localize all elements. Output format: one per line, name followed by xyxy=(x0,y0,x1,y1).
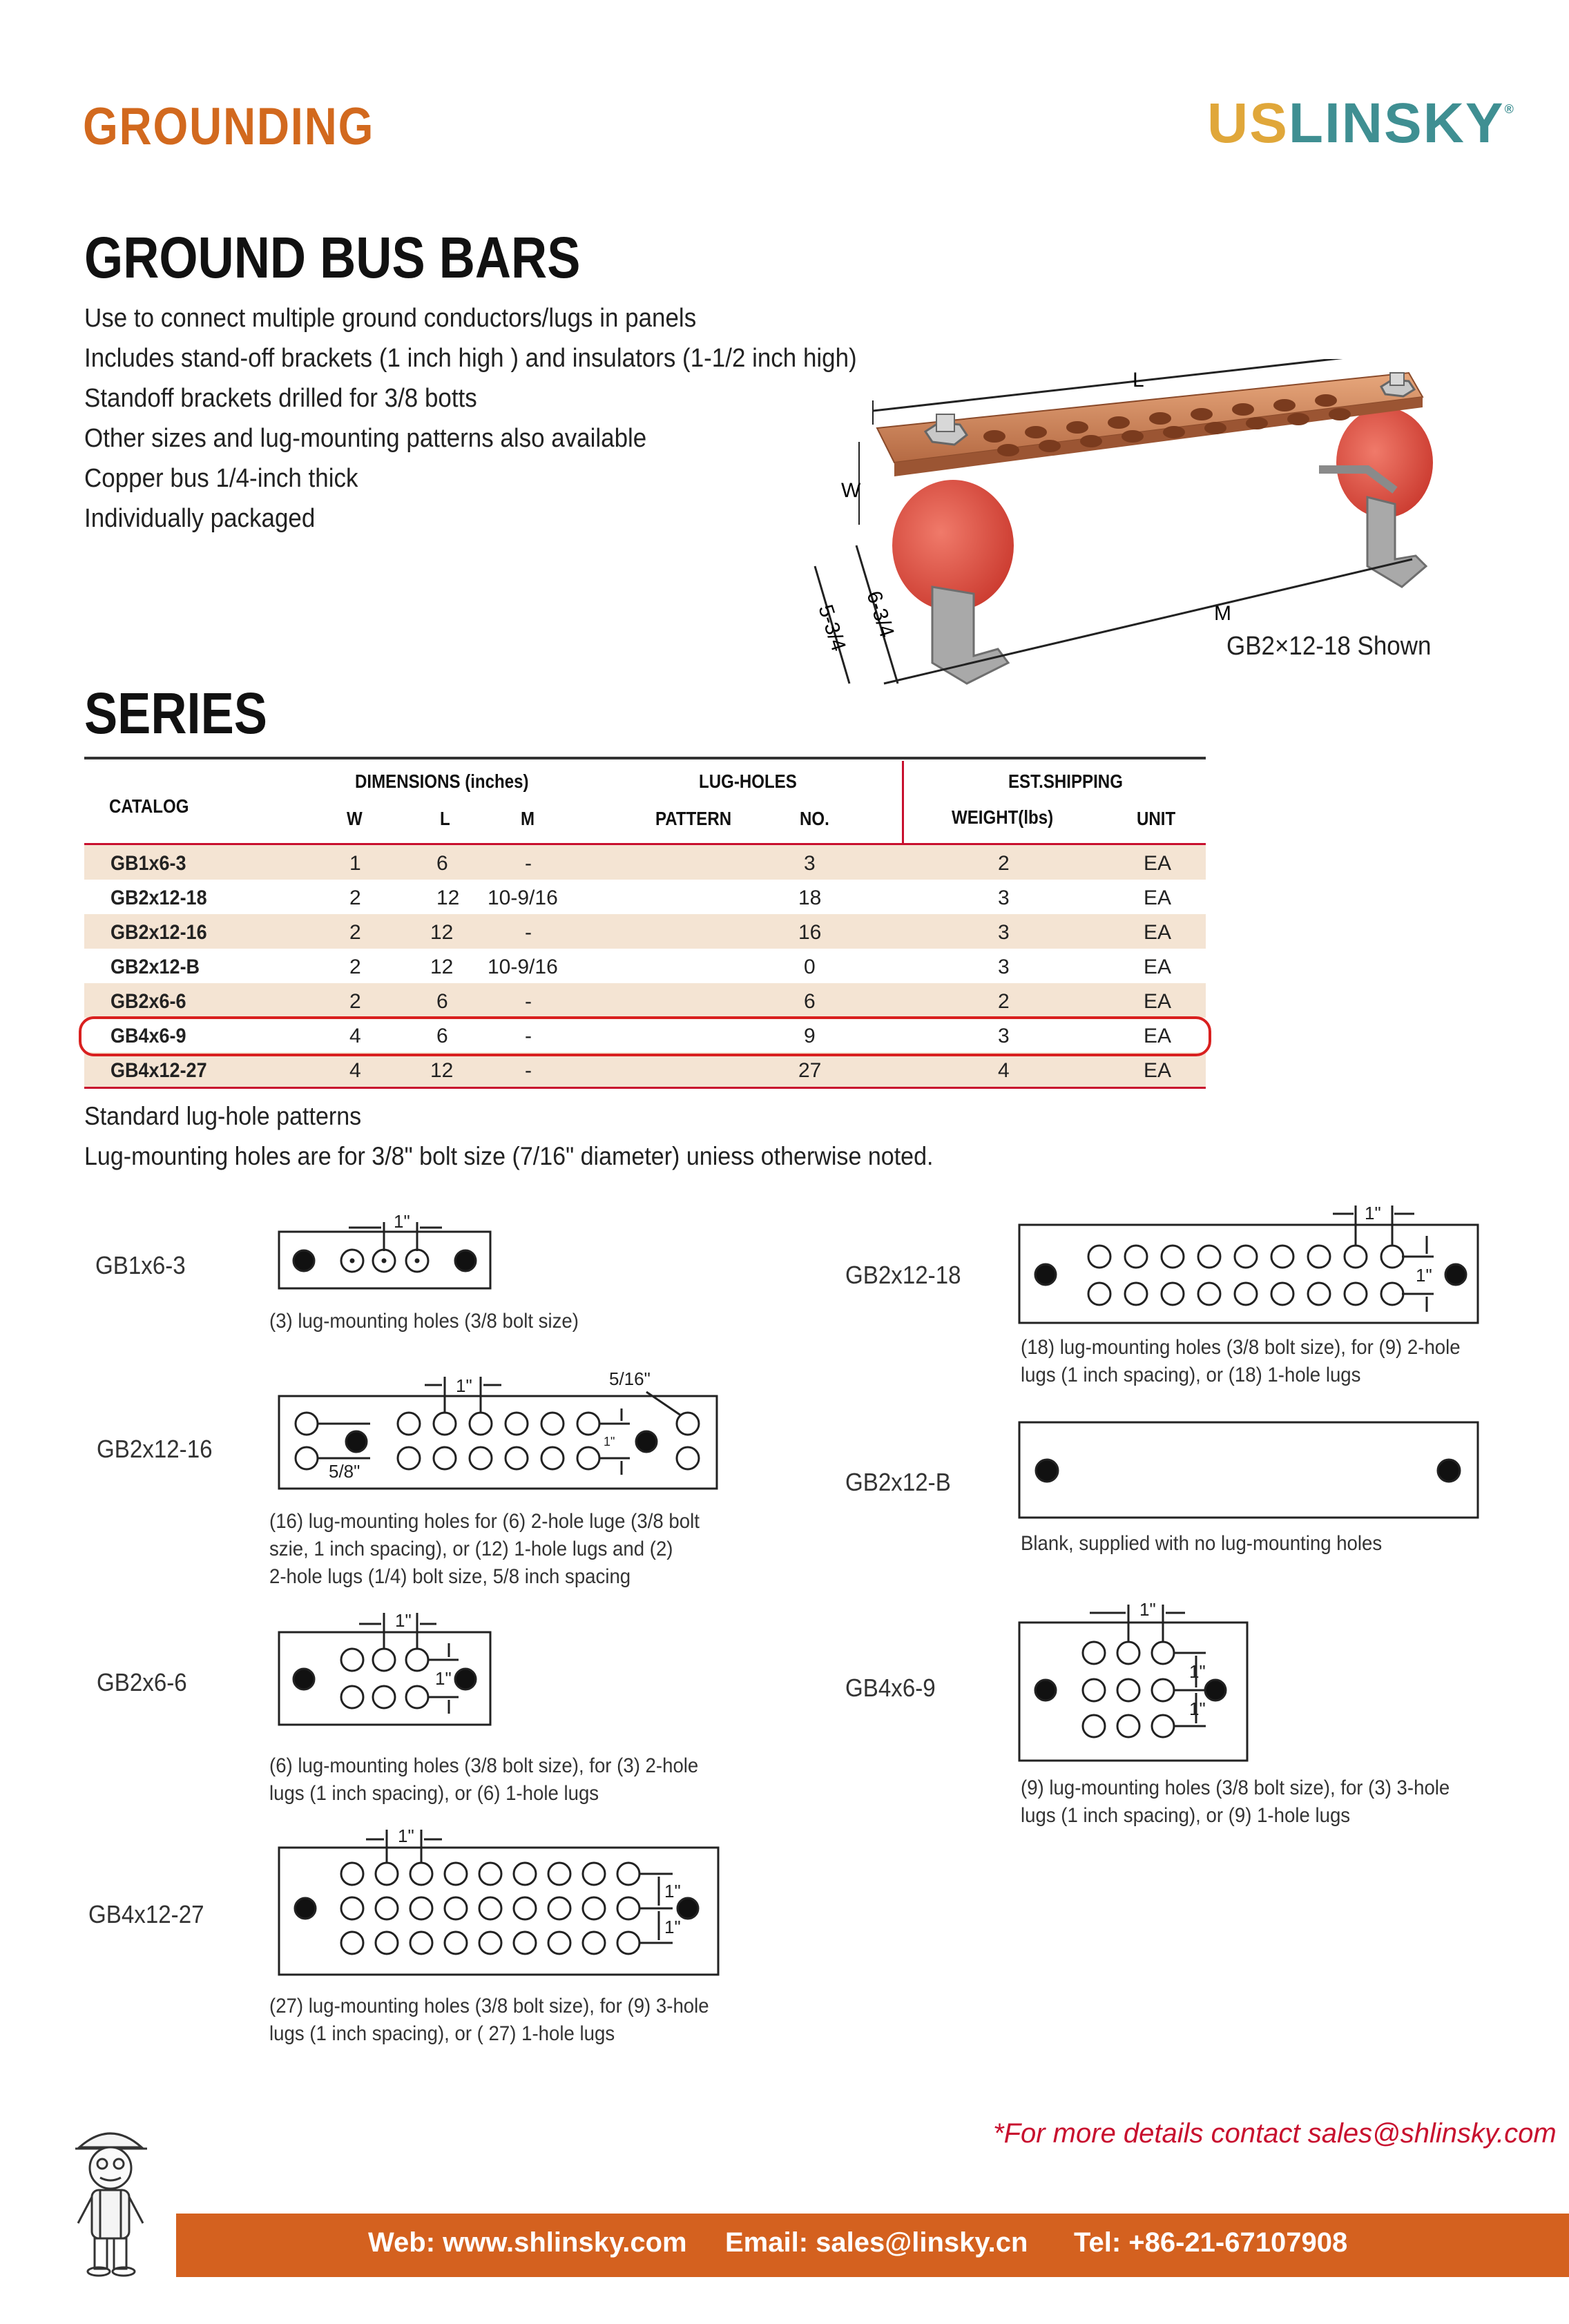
lug-hole xyxy=(406,1250,428,1272)
footer-email[interactable]: Email: sales@linsky.cn xyxy=(725,2227,1028,2258)
diagram-gb2x12-18 xyxy=(1019,1203,1478,1323)
dim-L: L xyxy=(1133,369,1144,391)
pattern-label-gb4x12-27: GB4x12-27 xyxy=(88,1900,204,1928)
hdr-m: M xyxy=(521,808,535,829)
note-item: Lug-mounting holes are for 3/8" bolt size (7/16" diameter) uniess otherwise noted. xyxy=(84,1142,934,1170)
svg-text:5/8": 5/8" xyxy=(329,1461,360,1482)
series-title: SERIES xyxy=(84,681,267,746)
table-row: GB2x12-18 2 12 10-9/16 18 3 EA xyxy=(110,887,1172,909)
dim-h2: 6-3/4 xyxy=(862,588,898,641)
hdr-pattern: PATTERN xyxy=(655,808,732,829)
table-row: GB2x12-16 2 12 - 16 3 EA xyxy=(84,914,1206,949)
svg-text:1": 1" xyxy=(456,1375,472,1396)
feature-item: Use to connect multiple ground conductors/lugs in panels xyxy=(84,304,697,333)
table-row: GB2x6-6 2 6 - 6 2 EA xyxy=(84,983,1206,1018)
logo-linsky: LINSKY xyxy=(1288,92,1505,155)
feature-item: Other sizes and lug-mounting patterns also available xyxy=(84,424,647,453)
pattern-desc-gb1x6-3: (3) lug-mounting holes (3/8 bolt size) xyxy=(269,1310,579,1333)
svg-text:1": 1" xyxy=(435,1668,452,1689)
hdr-lugholes: LUG-HOLES xyxy=(699,771,797,792)
hdr-l: L xyxy=(440,808,450,829)
hdr-catalog: CATALOG xyxy=(109,795,189,817)
pattern-desc-gb4x6-9: (9) lug-mounting holes (3/8 bolt size), for (3) 3-hole lugs (1 inch spacing), or (9) 1-hole lugs xyxy=(1021,1776,1450,1827)
note-item: Standard lug-hole patterns xyxy=(84,1102,362,1130)
hdr-unit: UNIT xyxy=(1137,808,1176,829)
svg-text:1": 1" xyxy=(604,1435,615,1449)
feature-item: Individually packaged xyxy=(84,504,316,533)
pattern-desc-gb2x12-18: (18) lug-mounting holes (3/8 bolt size), for (9) 2-hole lugs (1 inch spacing), or (18) 1-hole lugs xyxy=(1021,1336,1461,1386)
hdr-w: W xyxy=(347,808,363,829)
table-row: GB1x6-3 1 6 - 3 2 EA xyxy=(84,845,1206,880)
diagram-gb4x12-27 xyxy=(279,1826,718,1975)
diagram-gb4x6-9 xyxy=(1019,1599,1247,1761)
svg-text:1": 1" xyxy=(664,1917,681,1937)
pattern-desc-gb2x6-6: (6) lug-mounting holes (3/8 bolt size), for (3) 2-hole lugs (1 inch spacing), or (6) 1-hole lugs xyxy=(269,1754,699,1805)
hdr-no: NO. xyxy=(800,808,829,829)
pattern-label-gb1x6-3: GB1x6-3 xyxy=(95,1251,186,1279)
dim-M: M xyxy=(1214,602,1231,625)
logo-us: US xyxy=(1207,92,1289,155)
lug-hole-row-top xyxy=(1088,1246,1403,1268)
table-row: GB4x12-27 4 12 - 27 4 EA xyxy=(84,1052,1206,1087)
diagram-gb2x6-6 xyxy=(279,1610,490,1725)
pattern-desc-gb2x12-16: (16) lug-mounting holes for (6) 2-hole luge (3/8 bolt szie, 1 inch spacing), or (12) 1-hole lugs and (2) 2-hole lugs (1/4) bolt size, 5/8 inch spacing xyxy=(269,1510,700,1588)
section-title: GROUNDING xyxy=(83,97,375,156)
svg-text:1": 1" xyxy=(395,1610,412,1631)
footer-bar xyxy=(176,2214,1569,2277)
dim-h1: 5-3/4 xyxy=(814,601,850,655)
svg-text:1": 1" xyxy=(398,1826,414,1846)
hdr-weight: WEIGHT(lbs) xyxy=(952,806,1054,828)
footer-web[interactable]: Web: www.shlinsky.com xyxy=(368,2227,687,2258)
pattern-label-gb2x6-6: GB2x6-6 xyxy=(97,1668,187,1696)
svg-text:1": 1" xyxy=(1416,1265,1432,1286)
pattern-desc-gb2x12-b: Blank, supplied with no lug-mounting holes xyxy=(1021,1532,1383,1555)
hdr-dimensions: DIMENSIONS (inches) xyxy=(355,771,529,792)
svg-text:1": 1" xyxy=(1365,1203,1381,1223)
contact-note[interactable]: *For more details contact sales@shlinsky.com xyxy=(993,2118,1557,2149)
footer-tel[interactable]: Tel: +86-21-67107908 xyxy=(1074,2227,1348,2258)
feature-item: Copper bus 1/4-inch thick xyxy=(84,464,358,493)
svg-text:1": 1" xyxy=(1189,1698,1206,1719)
feature-item: Includes stand-off brackets (1 inch high ) and insulators (1-1/2 inch high) xyxy=(84,344,857,373)
pattern-desc-gb4x12-27: (27) lug-mounting holes (3/8 bolt size), for (9) 3-hole lugs (1 inch spacing), or ( 27) 1-hole lugs xyxy=(269,1995,709,2045)
dim-W: W xyxy=(841,479,861,502)
svg-text:5/16": 5/16" xyxy=(609,1368,651,1389)
photo-caption: GB2×12-18 Shown xyxy=(1226,632,1432,661)
pattern-label-gb2x12-16: GB2x12-16 xyxy=(97,1435,213,1463)
svg-text:1": 1" xyxy=(1189,1661,1206,1682)
page-title: GROUND BUS BARS xyxy=(84,225,581,290)
lug-hole-row-top xyxy=(398,1413,599,1435)
table-row: GB2x12-B 2 12 10-9/16 0 3 EA xyxy=(110,956,1172,978)
lug-hole xyxy=(341,1250,363,1272)
diagram-gb1x6-3 xyxy=(279,1211,490,1288)
hdr-shipping: EST.SHIPPING xyxy=(1008,771,1123,792)
diagram-gb2x12-b xyxy=(1019,1422,1478,1518)
pattern-label-gb4x6-9: GB4x6-9 xyxy=(845,1674,936,1702)
pattern-label-gb2x12-18: GB2x12-18 xyxy=(845,1261,961,1289)
feature-item: Standoff brackets drilled for 3/8 botts xyxy=(84,384,477,413)
lug-hole xyxy=(373,1250,395,1272)
svg-text:1": 1" xyxy=(1139,1599,1156,1620)
logo-registered: ® xyxy=(1504,102,1515,116)
diagram-gb2x12-16 xyxy=(279,1368,717,1489)
mascot-illustration xyxy=(66,2120,155,2278)
svg-text:1": 1" xyxy=(394,1211,410,1232)
lug-hole-row-bottom xyxy=(398,1447,599,1469)
lug-hole-row-bottom xyxy=(1088,1283,1403,1305)
table-row-highlighted: GB4x6-9 4 6 - 9 3 EA xyxy=(110,1025,1172,1047)
pattern-label-gb2x12-b: GB2x12-B xyxy=(845,1468,951,1496)
svg-text:1": 1" xyxy=(664,1881,681,1901)
